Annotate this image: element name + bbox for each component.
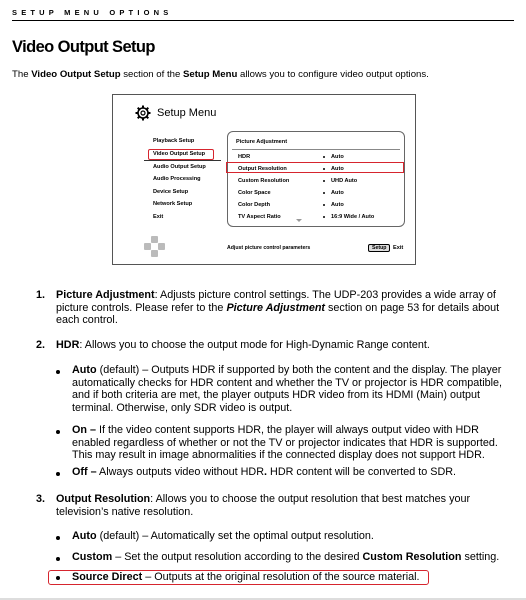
bullet-dot	[56, 370, 60, 374]
bullet-dot	[56, 576, 60, 580]
bullet-resolution-custom: Custom – Set the output resolution according to the desired Custom Resolution setting.	[72, 551, 500, 563]
option-tv-aspect-ratio-value: 16:9 Wide / Auto	[323, 214, 374, 220]
selected-option-highlight	[226, 162, 404, 173]
bullet-dot	[56, 536, 60, 540]
menu-item-exit[interactable]: Exit	[153, 214, 164, 220]
panel-title[interactable]: Picture Adjustment	[236, 139, 288, 145]
item-hdr: HDR: Allows you to choose the output mode for High-Dynamic Range content.	[56, 339, 430, 351]
menu-item-video-output-setup[interactable]: Video Output Setup	[153, 151, 206, 157]
options-panel	[227, 131, 405, 227]
menu-item-audio-output-setup[interactable]: Audio Output Setup	[153, 164, 206, 170]
hint-text: Adjust picture control parameters	[227, 245, 311, 251]
bullet-dot	[56, 557, 60, 561]
bullet-hdr-auto: Auto (default) – Outputs HDR if supported by both the content and the display. The player automatically checks for HDR content and whether the TV or projector is HDR compatible, and if both criteria are met, the player outputs HDR video from its HDMI (Main) output terminal. Otherwise, only SDR video is output.	[72, 364, 503, 414]
option-hdr[interactable]: HDR	[238, 154, 251, 160]
page-title: Video Output Setup	[12, 38, 155, 56]
option-tv-aspect-ratio[interactable]: TV Aspect Ratio	[238, 214, 281, 220]
item-number: 1.	[36, 289, 46, 301]
menu-header	[135, 105, 216, 121]
item-number: 3.	[36, 493, 46, 505]
bullet-resolution-auto: Auto (default) – Automatically set the optimal output resolution.	[72, 530, 374, 542]
item-picture-adjustment: Picture Adjustment: Adjusts picture control settings. The UDP-203 provides a wide array of picture controls. Please refer to the Picture Adjustment section on page 53 for details about each control.	[56, 289, 500, 327]
option-output-resolution-value: Auto	[323, 166, 344, 172]
header-rule	[12, 20, 514, 21]
setup-button[interactable]: Setup	[368, 244, 390, 252]
option-hdr-value: Auto	[323, 154, 344, 160]
menu-item-device-setup[interactable]: Device Setup	[153, 189, 189, 195]
bullet-resolution-source-direct: Source Direct – Outputs at the original resolution of the source material.	[72, 571, 420, 583]
item-number: 2.	[36, 339, 46, 351]
option-color-depth[interactable]: Color Depth	[238, 202, 271, 208]
option-custom-resolution-value: UHD Auto	[323, 178, 357, 184]
scroll-down-icon[interactable]	[296, 219, 302, 222]
setup-menu-screenshot	[112, 94, 416, 265]
option-custom-resolution[interactable]: Custom Resolution	[238, 178, 290, 184]
option-output-resolution[interactable]: Output Resolution	[238, 166, 287, 172]
section-header: SETUP MENU OPTIONS	[12, 8, 173, 17]
bullet-hdr-off: Off – Always outputs video without HDR. HDR content will be converted to SDR.	[72, 466, 457, 478]
option-color-depth-value: Auto	[323, 202, 344, 208]
menu-title: Setup Menu	[157, 107, 217, 119]
panel-divider	[232, 149, 400, 150]
option-color-space-value: Auto	[323, 190, 344, 196]
intro-paragraph: The Video Output Setup section of the Setup Menu allows you to configure video output options.	[12, 69, 429, 80]
selected-menu-highlight	[148, 149, 214, 160]
menu-item-network-setup[interactable]: Network Setup	[153, 201, 193, 207]
bullet-hdr-on: On – If the video content supports HDR, the player will always output video with HDR enabled regardless of whether or not the TV or projector indicates that HDR is supported. This may result in image abnormalities if the connected display does not support HDR.	[72, 424, 498, 462]
item-output-resolution: Output Resolution: Allows you to choose the output resolution that best matches your television’s native resolution.	[56, 493, 471, 518]
option-color-space[interactable]: Color Space	[238, 190, 271, 196]
selection-underline	[144, 160, 221, 161]
dpad-icon	[144, 236, 166, 258]
gear-icon	[135, 105, 151, 121]
bullet-dot	[56, 472, 60, 476]
menu-item-audio-processing[interactable]: Audio Processing	[153, 176, 201, 182]
bullet-dot	[56, 430, 60, 434]
menu-item-playback-setup[interactable]: Playback Setup	[153, 138, 195, 144]
exit-label: Exit	[393, 245, 404, 251]
